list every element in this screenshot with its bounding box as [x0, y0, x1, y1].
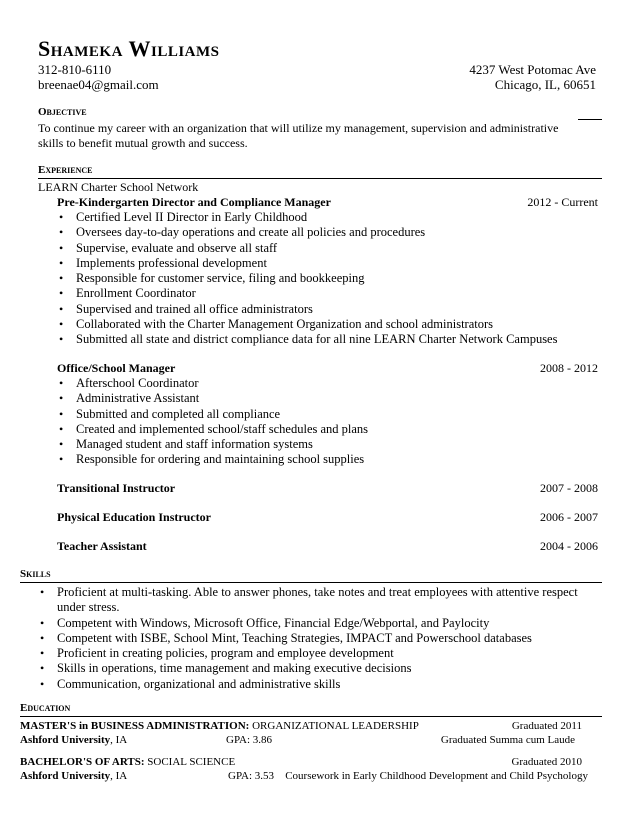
list-item: • Implements professional development: [57, 256, 557, 271]
education-rule: [20, 716, 602, 717]
list-item: • Oversees day-to-day operations and create all policies and procedures: [57, 225, 557, 240]
role-title: Transitional Instructor: [57, 481, 176, 495]
email: breenae04@gmail.com: [38, 77, 159, 92]
degree-note: Graduated Summa cum Laude: [440, 734, 575, 746]
list-item: • Managed student and staff information systems: [57, 437, 368, 452]
degree-line: [20, 719, 419, 733]
role-title: Teacher Assistant: [57, 539, 147, 553]
list-item: • Enrollment Coordinator: [57, 286, 557, 301]
role-dates: 2004 - 2006: [540, 539, 598, 553]
role-dates: 2008 - 2012: [540, 361, 598, 375]
school-location: , IA: [110, 770, 128, 782]
role-bullets: [57, 376, 368, 468]
degree-note: Coursework in Early Childhood Development and Child Psychology: [285, 770, 588, 782]
list-item: • Competent with ISBE, School Mint, Teaching Strategies, IMPACT and Powerschool databases: [38, 631, 578, 646]
skills-rule: [20, 582, 602, 583]
list-item: • Submitted and completed all compliance: [57, 407, 368, 422]
degree-field: ORGANIZATIONAL LEADERSHIP: [252, 720, 419, 732]
school-line: [20, 733, 127, 747]
objective-line-2: skills to benefit mutual growth and success.: [38, 136, 248, 150]
skills-list: [38, 585, 578, 692]
list-item: • Administrative Assistant: [57, 391, 368, 406]
role-dates: 2012 - Current: [527, 195, 598, 209]
degree-title: MASTER'S in BUSINESS ADMINISTRATION:: [20, 720, 250, 732]
role-dates: 2006 - 2007: [540, 510, 598, 524]
list-item: • Created and implemented school/staff schedules and plans: [57, 422, 368, 437]
list-item: • Supervised and trained all office administrators: [57, 302, 557, 317]
degree-line: [20, 755, 235, 769]
list-item: • Submitted all state and district compliance data for all nine LEARN Charter Network Campuses: [57, 332, 557, 347]
list-item: • Competent with Windows, Microsoft Office, Financial Edge/Webportal, and Paylocity: [38, 616, 578, 631]
objective-line-1: To continue my career with an organization that will utilize my management, supervision and administrative: [38, 121, 559, 135]
list-item: • Responsible for ordering and maintaining school supplies: [57, 452, 368, 467]
list-item: • Responsible for customer service, filing and bookkeeping: [57, 271, 557, 286]
objective-heading: Objective: [38, 106, 87, 118]
experience-heading: Experience: [38, 164, 93, 176]
gpa: GPA: 3.53: [228, 770, 275, 782]
list-item-continuation: under stress.: [57, 600, 120, 615]
school-name: Ashford University: [20, 734, 111, 746]
objective-rule: [578, 119, 602, 120]
list-item: • Supervise, evaluate and observe all staff: [57, 241, 557, 256]
school-location: , IA: [110, 734, 128, 746]
list-item: • Afterschool Coordinator: [57, 376, 368, 391]
degree-title: BACHELOR'S OF ARTS:: [20, 756, 145, 768]
list-item: • Proficient at multi-tasking. Able to answer phones, take notes and treat employees with attentive respect: [38, 585, 578, 600]
role-title: Physical Education Instructor: [57, 510, 212, 524]
list-item: • Proficient in creating policies, program and employee development: [38, 646, 578, 661]
education-heading: Education: [20, 702, 71, 714]
role-title: Office/School Manager: [57, 361, 176, 375]
address-line-2: Chicago, IL, 60651: [494, 77, 596, 92]
graduated-year: Graduated 2011: [511, 720, 582, 732]
school-line: [20, 769, 127, 783]
address-line-1: 4237 West Potomac Ave: [469, 62, 596, 77]
gpa: GPA: 3.86: [226, 734, 273, 746]
candidate-name: Shameka Williams: [38, 36, 220, 61]
role-title: Pre-Kindergarten Director and Compliance Manager: [57, 195, 331, 209]
role-bullets: [57, 210, 557, 348]
list-item: • Skills in operations, time management and making executive decisions: [38, 661, 578, 676]
list-item: • Communication, organizational and administrative skills: [38, 677, 578, 692]
skills-heading: Skills: [20, 568, 51, 580]
list-item: • Collaborated with the Charter Management Organization and school administrators: [57, 317, 557, 332]
employer: LEARN Charter School Network: [38, 180, 199, 194]
degree-field: SOCIAL SCIENCE: [147, 756, 236, 768]
experience-rule: [38, 178, 602, 179]
list-item: • Certified Level II Director in Early Childhood: [57, 210, 557, 225]
role-dates: 2007 - 2008: [540, 481, 598, 495]
graduated-year: Graduated 2010: [511, 756, 582, 768]
phone: 312-810-6110: [38, 62, 112, 77]
school-name: Ashford University: [20, 770, 111, 782]
